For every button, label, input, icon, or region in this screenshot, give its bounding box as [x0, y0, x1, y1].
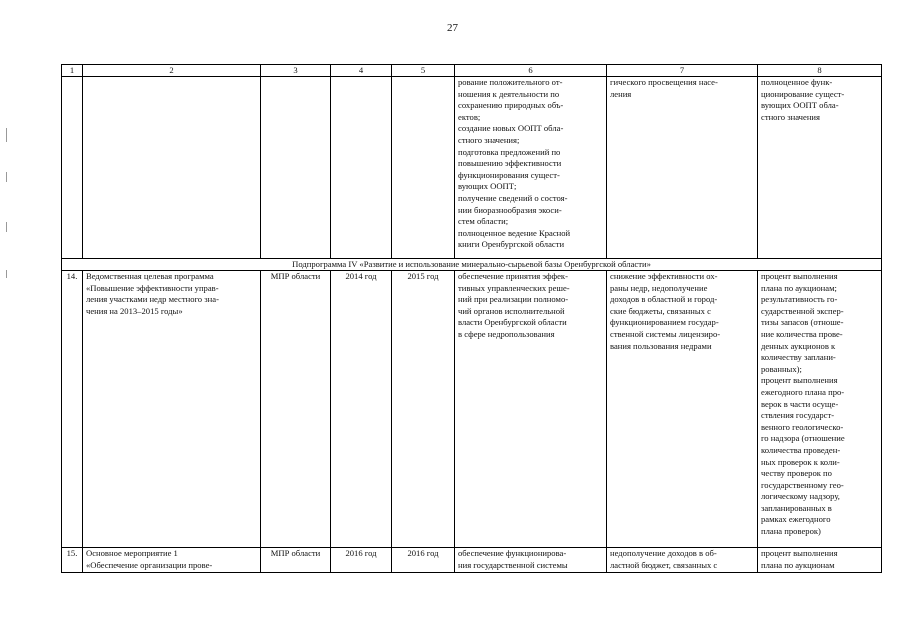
program-table — [61, 64, 882, 573]
text-line: результативность го- — [761, 294, 838, 305]
text-line: сохранению природных объ- — [458, 100, 564, 111]
header-cell: 3 — [261, 65, 331, 77]
result-cell — [455, 77, 607, 259]
row-number: 15. — [62, 548, 83, 573]
text-line: полноценное функ- — [761, 77, 833, 87]
margin-mark — [6, 222, 7, 232]
text-line: раны недр, недополучение — [610, 282, 708, 293]
continued-row — [62, 77, 882, 259]
text-line: обеспечение функционирова- — [458, 548, 567, 558]
start-cell — [331, 77, 392, 259]
text-line: государственному гео- — [761, 479, 844, 490]
margin-mark — [6, 128, 7, 142]
end-cell: 2015 год — [392, 271, 455, 548]
text-line: чения на 2013–2015 годы» — [86, 305, 183, 316]
header-cell: 2 — [83, 65, 261, 77]
text-line: стного значения; — [458, 134, 520, 145]
text-line: ционирование сущест- — [761, 88, 845, 99]
text-line: плана по аукционам; — [761, 282, 837, 293]
table-row — [62, 548, 882, 573]
text-line: гического просвещения насе- — [610, 77, 718, 87]
text-line: ношения к деятельности по — [458, 88, 560, 99]
end-cell: 2016 год — [392, 548, 455, 573]
text-line: стем области; — [458, 216, 509, 227]
text-line: вующих ООПТ обла- — [761, 100, 839, 111]
text-line: ственной системы лицензиро- — [610, 328, 721, 339]
text-line: сударственной экспер- — [761, 305, 844, 316]
text-line: процент выполнения — [761, 548, 838, 558]
page-number: 27 — [447, 22, 458, 34]
text-line: вания пользования недрами — [610, 340, 712, 351]
consequences-cell — [607, 548, 758, 573]
header-cell: 7 — [607, 65, 758, 77]
subprogram-heading-row — [62, 259, 882, 271]
result-cell — [455, 271, 607, 548]
text-line: го надзора (отношение — [761, 433, 845, 444]
text-line: доходов в областной и город- — [610, 294, 718, 305]
text-line: ектов; — [458, 111, 481, 122]
table-row — [62, 271, 882, 548]
text-line: подготовка предложений по — [458, 146, 561, 157]
start-cell: 2014 год — [331, 271, 392, 548]
text-line: рованных); — [761, 363, 802, 374]
column-number-header-row — [62, 65, 882, 77]
text-line: стного значения — [761, 111, 820, 122]
text-line: ния государственной системы — [458, 559, 568, 570]
text-line: чий органов исполнительной — [458, 305, 565, 316]
text-line: ские бюджеты, связанных с — [610, 305, 711, 316]
executor-cell: МПР области — [261, 548, 331, 573]
header-cell: 5 — [392, 65, 455, 77]
text-line: «Повышение эффективности управ- — [86, 282, 219, 293]
text-line: Основное мероприятие 1 — [86, 548, 178, 558]
header-cell: 1 — [62, 65, 83, 77]
consequences-cell — [607, 77, 758, 259]
indicators-cell — [758, 548, 882, 573]
text-line: рамках ежегодного — [761, 514, 831, 525]
text-line: количеству заплани- — [761, 352, 836, 363]
text-line: полноценное ведение Красной — [458, 227, 571, 238]
text-line: вующих ООПТ; — [458, 181, 517, 192]
text-line: ний при реализации полномо- — [458, 294, 569, 305]
executor-cell — [261, 77, 331, 259]
name-cell — [83, 77, 261, 259]
header-cell: 6 — [455, 65, 607, 77]
text-line: венного геологическо- — [761, 421, 844, 432]
text-line: функционированием государ- — [610, 317, 719, 328]
text-line: тизы запасов (отноше- — [761, 317, 844, 328]
subprogram-heading: Подпрограмма IV «Развитие и использование минерально-сырьевой базы Оренбургской области» — [62, 259, 882, 271]
text-line: плана по аукционам — [761, 559, 835, 570]
end-cell — [392, 77, 455, 259]
text-line: ления — [610, 88, 632, 99]
num-cell — [62, 77, 83, 259]
text-line: обеспечение принятия эффек- — [458, 271, 568, 281]
header-cell: 8 — [758, 65, 882, 77]
row-number: 14. — [62, 271, 83, 548]
text-line: власти Оренбургской области — [458, 317, 567, 328]
margin-mark — [6, 270, 7, 278]
result-cell — [455, 548, 607, 573]
text-line: ления участками недр местного зна- — [86, 294, 219, 305]
text-line: функционирования сущест- — [458, 169, 560, 180]
name-cell — [83, 548, 261, 573]
text-line: снижение эффективности ох- — [610, 271, 718, 281]
text-line: ластной бюджет, связанных с — [610, 559, 718, 570]
header-cell: 4 — [331, 65, 392, 77]
text-line: «Обеспечение организации прове- — [86, 559, 213, 570]
consequences-cell — [607, 271, 758, 548]
text-line: получение сведений о состоя- — [458, 192, 568, 203]
text-line: рование положительного от- — [458, 77, 563, 87]
executor-cell: МПР области — [261, 271, 331, 548]
text-line: ствления государст- — [761, 410, 835, 421]
text-line: Ведомственная целевая программа — [86, 271, 214, 281]
text-line: верок в части осуще- — [761, 398, 839, 409]
text-line: создание новых ООПТ обла- — [458, 123, 564, 134]
text-line: недополучение доходов в об- — [610, 548, 717, 558]
text-line: тивных управленческих реше- — [458, 282, 570, 293]
text-line: денных аукционов к — [761, 340, 836, 351]
text-line: повышению эффективности — [458, 158, 562, 169]
text-line: ных проверок к коли- — [761, 456, 840, 467]
text-line: честву проверок по — [761, 468, 832, 479]
text-line: ние количества прове- — [761, 328, 843, 339]
margin-mark — [6, 172, 7, 182]
text-line: процент выполнения — [761, 271, 838, 281]
text-line: нии биоразнообразия экоси- — [458, 204, 562, 215]
text-line: процент выполнения — [761, 375, 838, 386]
start-cell: 2016 год — [331, 548, 392, 573]
text-line: ежегодного плана про- — [761, 386, 845, 397]
text-line: запланированных в — [761, 502, 832, 513]
text-line: книги Оренбургской области — [458, 239, 565, 250]
text-line: в сфере недропользования — [458, 328, 555, 339]
text-line: логическому надзору, — [761, 491, 840, 502]
text-line: плана проверок) — [761, 526, 821, 537]
indicators-cell — [758, 77, 882, 259]
indicators-cell — [758, 271, 882, 548]
text-line: количества проведен- — [761, 444, 841, 455]
name-cell — [83, 271, 261, 548]
